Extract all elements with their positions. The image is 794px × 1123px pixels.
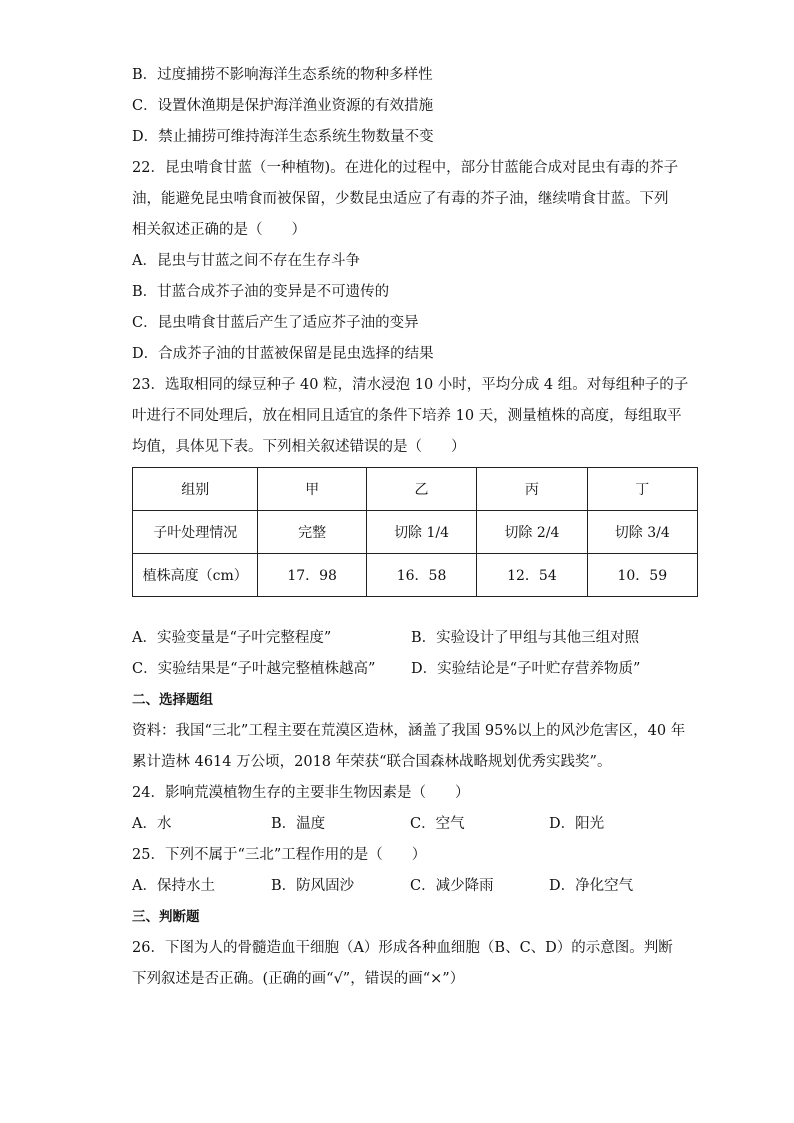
q24-stem: 24．影响荒漠植物生存的主要非生物因素是（ ） bbox=[132, 785, 470, 801]
table-cell: 12．54 bbox=[477, 554, 587, 597]
q22-stem-line3: 相关叙述正确的是（ ） bbox=[132, 222, 306, 238]
q22-stem-line2: 油，能避免昆虫啃食而被保留，少数昆虫适应了有毒的芥子油，继续啃食甘蓝。下列 bbox=[132, 191, 669, 207]
table-cell: 切除 1/4 bbox=[366, 511, 476, 554]
q23-stem-line3: 均值，具体见下表。下列相关叙述错误的是（ ） bbox=[132, 439, 466, 455]
table-cell: 切除 2/4 bbox=[477, 511, 587, 554]
table-cell: 子叶处理情况 bbox=[133, 511, 258, 554]
q22-stem-line1: 22．昆虫啃食甘蓝（一种植物)。在进化的过程中，部分甘蓝能合成对昆虫有毒的芥子 bbox=[132, 160, 679, 176]
q21-option-c: C．设置休渔期是保护海洋渔业资源的有效措施 bbox=[132, 98, 434, 114]
table-cell: 乙 bbox=[366, 468, 476, 511]
table-cell: 16．58 bbox=[366, 554, 476, 597]
q25-option-c: C．减少降雨 bbox=[410, 878, 494, 894]
q24-option-d: D．阳光 bbox=[549, 816, 605, 832]
q23-option-b: B．实验设计了甲组与其他三组对照 bbox=[411, 630, 640, 646]
q23-option-a: A．实验变量是“子叶完整程度” bbox=[132, 630, 332, 646]
exam-page bbox=[132, 60, 700, 995]
table-row bbox=[133, 554, 698, 597]
q26-stem-line2: 下列叙述是否正确。(正确的画“√”，错误的画“×”） bbox=[132, 971, 465, 987]
table-cell: 10．59 bbox=[587, 554, 697, 597]
section-heading-2: 二、选择题组 bbox=[132, 692, 213, 708]
table-row bbox=[133, 511, 698, 554]
table-cell: 切除 3/4 bbox=[587, 511, 697, 554]
q24-option-a: A．水 bbox=[132, 816, 172, 832]
table-cell: 完整 bbox=[258, 511, 366, 554]
q23-option-d: D．实验结论是“子叶贮存营养物质” bbox=[411, 661, 641, 677]
q25-stem: 25．下列不属于“三北”工程作用的是（ ） bbox=[132, 847, 427, 863]
q23-stem-line2: 叶进行不同处理后，放在相同且适宜的条件下培养 10 天，测量植株的高度，每组取平 bbox=[132, 408, 682, 424]
q23-option-c: C．实验结果是“子叶越完整植株越高” bbox=[132, 661, 376, 677]
q25-option-a: A．保持水土 bbox=[132, 878, 215, 894]
table-cell: 17．98 bbox=[258, 554, 366, 597]
q25-options bbox=[132, 871, 700, 902]
table-cell: 丁 bbox=[587, 468, 697, 511]
table-cell: 植株高度（cm） bbox=[133, 554, 258, 597]
q23-options-ab bbox=[132, 623, 700, 654]
material-line2: 累计造林 4614 万公顷，2018 年荣获“联合国森林战略规划优秀实践奖”。 bbox=[132, 754, 612, 770]
q22-option-b: B．甘蓝合成芥子油的变异是不可遗传的 bbox=[132, 284, 390, 300]
table-cell: 甲 bbox=[258, 468, 366, 511]
q25-option-b: B．防风固沙 bbox=[271, 878, 355, 894]
material-line1: 资料：我国“三北”工程主要在荒漠区造林，涵盖了我国 95%以上的风沙危害区，40 年 bbox=[132, 723, 686, 739]
q22-option-a: A．昆虫与甘蓝之间不存在生存斗争 bbox=[132, 253, 360, 269]
table-cell: 组别 bbox=[133, 468, 258, 511]
q23-options-cd bbox=[132, 654, 700, 685]
q25-option-d: D．净化空气 bbox=[549, 878, 634, 894]
table-cell: 丙 bbox=[477, 468, 587, 511]
q23-stem-line1: 23．选取相同的绿豆种子 40 粒，清水浸泡 10 小时，平均分成 4 组。对每组种子的子 bbox=[132, 377, 689, 393]
q22-option-c: C．昆虫啃食甘蓝后产生了适应芥子油的变异 bbox=[132, 315, 419, 331]
q22-option-d: D．合成芥子油的甘蓝被保留是昆虫选择的结果 bbox=[132, 346, 434, 362]
q23-data-table bbox=[132, 467, 698, 597]
section-heading-3: 三、判断题 bbox=[132, 909, 200, 925]
q21-option-d: D．禁止捕捞可维持海洋生态系统生物数量不变 bbox=[132, 129, 434, 145]
q24-option-c: C．空气 bbox=[410, 816, 465, 832]
table-row bbox=[133, 468, 698, 511]
q24-options bbox=[132, 809, 700, 840]
q21-option-b: B．过度捕捞不影响海洋生态系统的物种多样性 bbox=[132, 67, 433, 83]
q24-option-b: B．温度 bbox=[271, 816, 326, 832]
q26-stem-line1: 26．下图为人的骨髓造血干细胞（A）形成各种血细胞（B、C、D）的示意图。判断 bbox=[132, 940, 673, 956]
